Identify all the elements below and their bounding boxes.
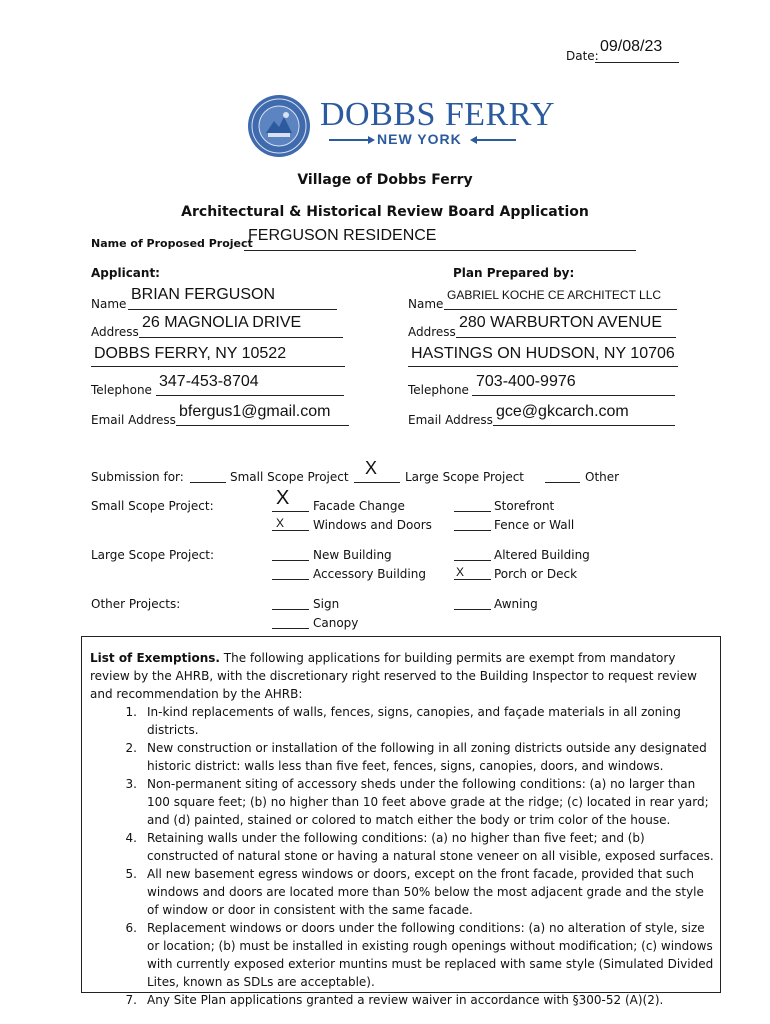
windows-mark[interactable]: X [276,516,285,530]
preparer-address-label: Address [408,325,456,339]
exemption-item [90,739,714,775]
exemption-number: 2. [125,741,137,755]
fence-option: Fence or Wall [494,518,575,532]
preparer-address-line [456,337,676,338]
preparer-name-label: Name [408,297,444,311]
applicant-email-label: Email Address [91,413,176,427]
facade-mark[interactable]: X [276,487,290,509]
applicant-telephone-field[interactable]: 347-453-8704 [159,373,259,390]
storefront-option: Storefront [494,499,555,513]
preparer-email-field[interactable]: gce@gkcarch.com [496,403,629,420]
applicant-address-line [139,337,343,338]
other-blank[interactable] [545,482,580,483]
canopy-option: Canopy [313,616,359,630]
porch-option: Porch or Deck [494,567,578,581]
windows-option: Windows and Doors [313,518,432,532]
sign-blank[interactable] [272,609,309,610]
project-label: Name of Proposed Project [91,237,253,250]
village-seal [246,93,312,159]
preparer-name-line [444,309,677,310]
facade-blank[interactable] [272,511,309,512]
other-option: Other [585,470,620,484]
applicant-address1-field[interactable]: 26 MAGNOLIA DRIVE [142,314,302,331]
exemption-number: 5. [125,867,137,881]
storefront-blank[interactable] [454,511,491,512]
exemptions-intro-text: The following applications for building permits are exempt from mandatory review by the AHRB, with the discretionary right reserved to the Building Inspector to request review and recommendation by the AHRB: [90,651,697,701]
project-line [244,250,636,251]
preparer-address1-field[interactable]: 280 WARBURTON AVENUE [459,314,663,331]
logo-subtitle: NEW YORK [377,131,462,147]
applicant-address-label: Address [91,325,139,339]
exemption-text: Any Site Plan applications granted a review waiver in accordance with §300-52 (A)(2). [147,993,664,1007]
facade-option: Facade Change [313,499,405,513]
exemption-item [90,865,714,919]
applicant-name-field[interactable]: BRIAN FERGUSON [131,286,276,303]
exemption-number: 4. [125,831,137,845]
canopy-blank[interactable] [272,628,309,629]
applicant-email-field[interactable]: bfergus1@gmail.com [179,403,331,420]
exemption-text: Non-permanent siting of accessory sheds under the following conditions: (a) no larger than 100 square feet; (b) no higher than 10 feet above grade at the ridge; (c) located in rear yard; and (d) painted, stained or colored to match either the body or trim color of the house. [147,777,709,827]
submission-label: Submission for: [91,470,184,484]
applicant-name-label: Name [91,297,127,311]
exemption-item [90,919,714,991]
exemption-item [90,829,714,865]
preparer-address2-field[interactable]: HASTINGS ON HUDSON, NY 10706 [411,345,675,362]
fence-blank[interactable] [454,530,491,531]
exemptions-list [90,703,714,1009]
altered-option: Altered Building [494,548,590,562]
applicant-email-line [176,425,349,426]
project-name-field[interactable]: FERGUSON RESIDENCE [248,227,437,244]
exemption-text: Retaining walls under the following conditions: (a) no higher than five feet; and (b) constructed of natural stone or having a natural stone veneer on all visible, exposed surfaces. [147,831,714,863]
large-scope-option: Large Scope Project [405,470,525,484]
exemption-number: 7. [125,993,137,1007]
applicant-telephone-label: Telephone [91,383,152,397]
exemption-text: All new basement egress windows or doors, except on the front facade, provided that such windows and doors are located more than 50% below the most adjacent grade and the style of window or door in consistent with the same facade. [147,867,704,917]
accessory-blank[interactable] [272,579,309,580]
applicant-address2-line [91,366,345,367]
large-scope-label: Large Scope Project: [91,548,215,562]
logo-left-arrow [329,132,375,146]
exemption-text: In-kind replacements of walls, fences, signs, canopies, and façade materials in all zoning districts. [147,705,681,737]
exemption-number: 3. [125,777,137,791]
exemptions-title: List of Exemptions. [90,651,220,665]
preparer-email-label: Email Address [408,413,493,427]
date-line [595,62,679,63]
small-scope-option: Small Scope Project [230,470,349,484]
new-building-blank[interactable] [272,560,309,561]
preparer-telephone-field[interactable]: 703-400-9976 [476,373,576,390]
small-scope-label: Small Scope Project: [91,499,214,513]
exemptions-box [81,636,721,1007]
altered-blank[interactable] [454,560,491,561]
exemption-text: New construction or installation of the following in all zoning districts outside any designated historic district: walls less than five feet, fences, signs, canopies, doors, and windows. [147,741,707,773]
exemptions-intro [90,649,710,703]
exemption-number: 6. [125,921,137,935]
date-label: Date: [566,49,599,63]
logo-right-arrow [470,132,516,146]
exemption-item [90,775,714,829]
exemption-number: 1. [125,705,137,719]
awning-option: Awning [494,597,538,611]
porch-blank[interactable] [454,579,491,580]
village-title: Village of Dobbs Ferry [297,172,473,188]
large-scope-blank[interactable] [354,482,400,483]
porch-mark[interactable]: X [456,565,465,579]
accessory-option: Accessory Building [313,567,426,581]
sign-option: Sign [313,597,340,611]
applicant-address2-field[interactable]: DOBBS FERRY, NY 10522 [94,345,287,362]
preparer-telephone-line [472,395,675,396]
preparer-heading: Plan Prepared by: [453,266,575,280]
applicant-heading: Applicant: [91,266,160,280]
applicant-name-line [128,309,337,310]
windows-blank[interactable] [272,530,309,531]
preparer-telephone-label: Telephone [408,383,469,397]
date-value[interactable]: 09/08/23 [600,38,663,55]
other-projects-label: Other Projects: [91,597,181,611]
new-building-option: New Building [313,548,392,562]
large-scope-mark[interactable]: X [365,458,378,478]
logo-wordmark: DOBBS FERRY [320,96,556,133]
application-title: Architectural & Historical Review Board Application [181,204,589,220]
small-scope-blank[interactable] [190,482,226,483]
exemption-item [90,991,714,1009]
preparer-address2-line [408,366,678,367]
applicant-telephone-line [156,395,344,396]
exemption-text: Replacement windows or doors under the following conditions: (a) no alteration of style, size or location; (b) must be installed in existing rough openings without modification; (c) windows with currently exposed exterior muntins must be replaced with same style (Simulated Divided Lites, known as SDLs are acceptable). [147,921,714,989]
awning-blank[interactable] [454,609,491,610]
exemption-item [90,703,714,739]
preparer-email-line [493,425,675,426]
preparer-name-field[interactable]: GABRIEL KOCHE CE ARCHITECT LLC [447,288,662,302]
